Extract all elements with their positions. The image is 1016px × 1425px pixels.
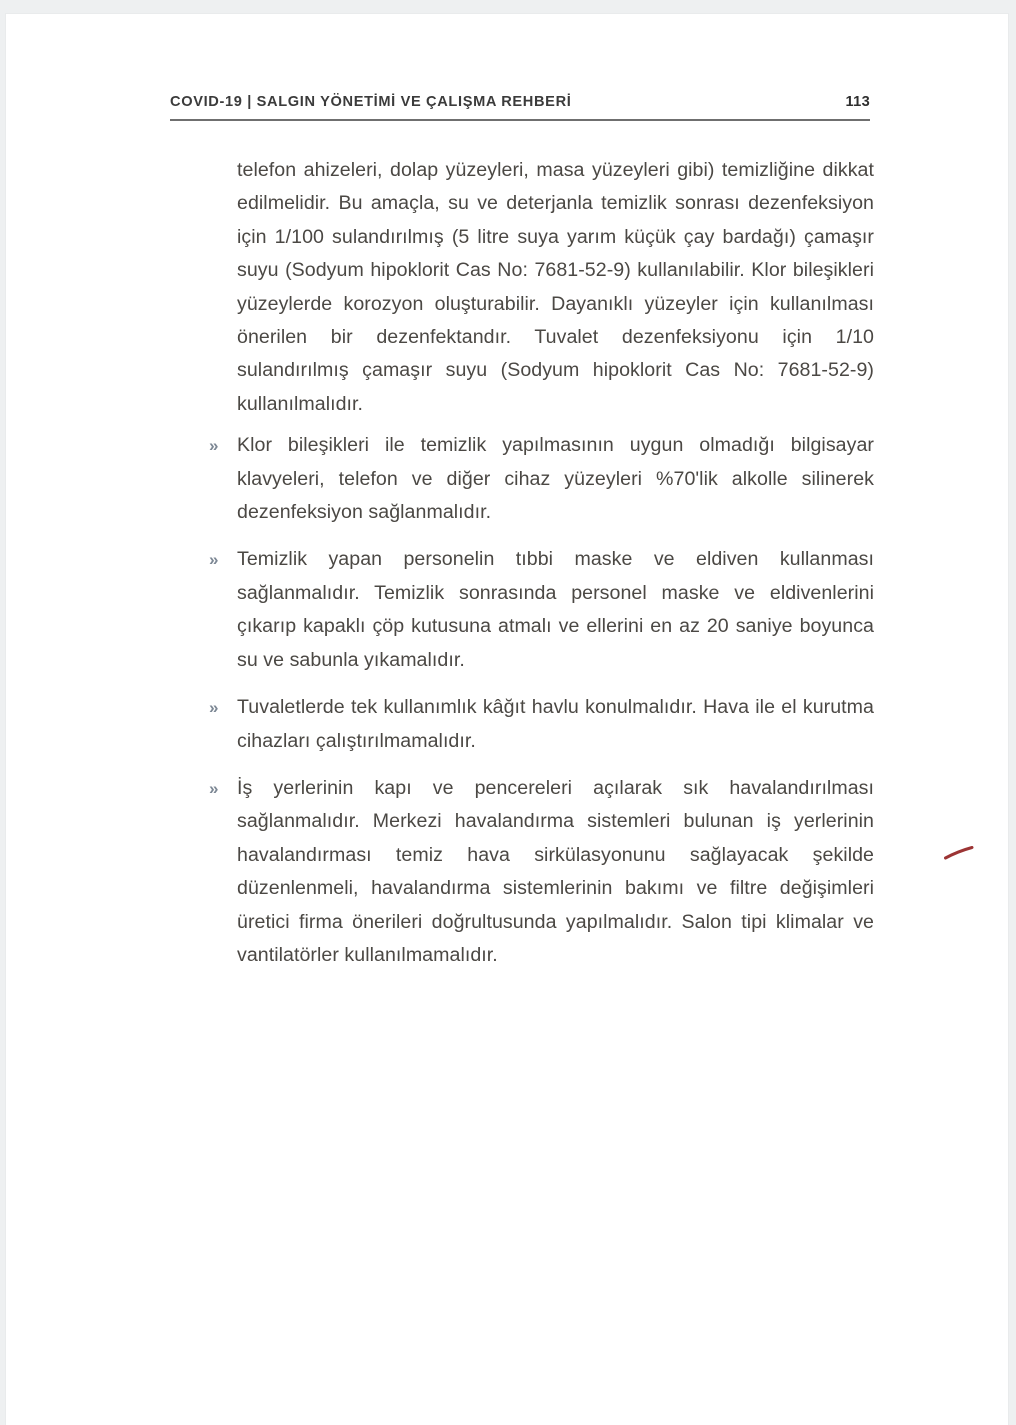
document-page <box>6 14 1008 1425</box>
list-item <box>202 429 874 529</box>
body-content <box>202 154 874 972</box>
header-divider <box>170 119 870 121</box>
margin-annotation-mark <box>944 846 974 860</box>
recommendation-list <box>202 429 874 972</box>
list-item-text: İş yerlerinin kapı ve pencereleri açılarak sık havalandırılması sağlanmalıdır. Merkezi havalandırma sistemleri bulunan iş yerlerinin havalandırması temiz hava sirkülasyonunu sağlayacak şekilde düzenlenmeli, havalandırma sistemlerinin bakımı ve filtre değişimleri üretici firma önerileri doğrultusunda yapılmalıdır. Salon tipi klimalar ve vantilatörler kullanılmamalıdır. <box>237 776 874 966</box>
list-item-text: Temizlik yapan personelin tıbbi maske ve eldiven kullanması sağlanmalıdır. Temizlik sonrasında personel maske ve eldivenlerini çıkarıp kapaklı çöp kutusuna atmalı ve ellerini en az 20 saniye boyunca su ve sabunla yıkamalıdır. <box>237 548 874 671</box>
list-item <box>202 691 874 758</box>
list-item-text: Tuvaletlerde tek kullanımlık kâğıt havlu konulmalıdır. Hava ile el kurutma cihazları çalıştırılmamalıdır. <box>237 696 874 752</box>
lead-paragraph: telefon ahizeleri, dolap yüzeyleri, masa yüzeyleri gibi) temizliğine dikkat edilmelidir. Bu amaçla, su ve deterjanla temizlik sonrası dezenfeksiyon için 1/100 sulandırılmış (5 litre suya yarım küçük çay bardağı) çamaşır suyu (Sodyum hipoklorit Cas No: 7681-52-9) kullanılabilir. Klor bileşikleri yüzeylerde korozyon oluşturabilir. Dayanıklı yüzeyler için kullanılması önerilen bir dezenfektandır. Tuvalet dezenfeksiyonu için 1/10 sulandırılmış çamaşır suyu (Sodyum hipoklorit Cas No: 7681-52-9) kullanılmalıdır. <box>237 159 874 415</box>
bullet-marker-icon: » <box>209 436 219 456</box>
header-row <box>170 94 870 119</box>
list-item <box>202 772 874 972</box>
list-item <box>202 543 874 677</box>
list-item-text: Klor bileşikleri ile temizlik yapılmasının uygun olmadığı bilgisayar klavyeleri, telefon ve diğer cihaz yüzeyleri %70'lik alkolle silinerek dezenfeksiyon sağlanmalıdır. <box>237 434 874 524</box>
header-title: COVID-19 | SALGIN YÖNETİMİ VE ÇALIŞMA REHBERİ <box>170 94 572 110</box>
running-header <box>170 94 870 121</box>
bullet-marker-icon: » <box>209 778 219 798</box>
bullet-marker-icon: » <box>209 698 219 718</box>
page-number: 113 <box>845 94 870 110</box>
bullet-marker-icon: » <box>209 550 219 570</box>
